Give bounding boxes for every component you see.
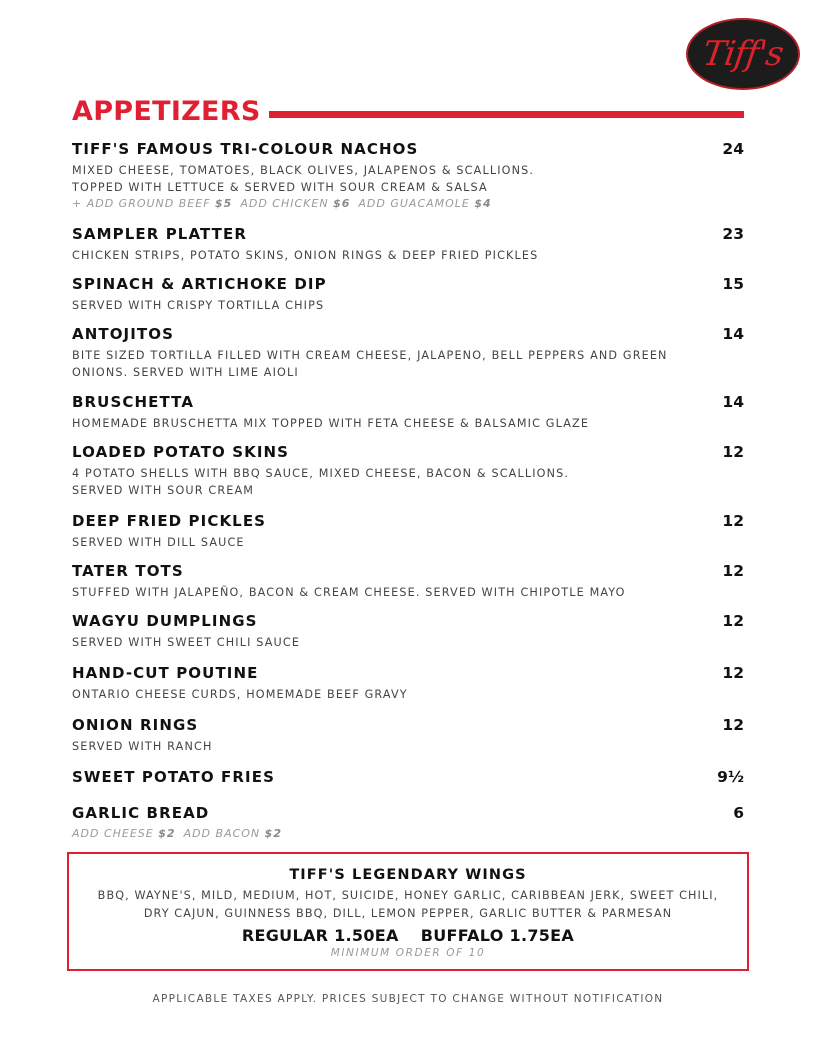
menu-item-name: GARLIC BREAD bbox=[72, 804, 210, 822]
description-line: 4 POTATO SHELLS WITH BBQ SAUCE, MIXED CHEESE, BACON & SCALLIONS. bbox=[72, 467, 570, 480]
menu-item-price: 24 bbox=[722, 140, 744, 158]
menu-item bbox=[72, 512, 744, 551]
description-line: SERVED WITH SWEET CHILI SAUCE bbox=[72, 636, 301, 649]
menu-item-name: WAGYU DUMPLINGS bbox=[72, 612, 258, 630]
addon-price: $4 bbox=[474, 197, 492, 210]
description-line: SERVED WITH RANCH bbox=[72, 740, 213, 753]
menu-item bbox=[72, 612, 744, 651]
addon-label: ADD CHICKEN bbox=[240, 197, 329, 210]
menu-item-header bbox=[72, 562, 744, 580]
addon-price: $2 bbox=[264, 827, 282, 840]
description-line: TOPPED WITH LETTUCE & SERVED WITH SOUR CREAM & SALSA bbox=[72, 181, 488, 194]
wings-title: TIFF'S LEGENDARY WINGS bbox=[289, 867, 527, 883]
description-line: BITE SIZED TORTILLA FILLED WITH CREAM CHEESE, JALAPENO, BELL PEPPERS AND GREEN bbox=[72, 349, 668, 362]
menu-item-description bbox=[72, 534, 744, 551]
menu-item-price: 12 bbox=[722, 512, 744, 530]
description-line: SERVED WITH CRISPY TORTILLA CHIPS bbox=[72, 299, 325, 312]
menu-item-header bbox=[72, 325, 744, 343]
heading-rule bbox=[269, 111, 744, 118]
menu-item-description bbox=[72, 297, 744, 314]
menu-item-name: TATER TOTS bbox=[72, 562, 184, 580]
description-line: ONTARIO CHEESE CURDS, HOMEMADE BEEF GRAVY bbox=[72, 688, 408, 701]
menu-item-header bbox=[72, 443, 744, 461]
wings-flavours bbox=[69, 887, 747, 923]
menu-item-description bbox=[72, 686, 744, 703]
menu-item bbox=[72, 768, 744, 786]
menu-item-name: ANTOJITOS bbox=[72, 325, 174, 343]
section-title: APPETIZERS bbox=[72, 95, 261, 127]
menu-item bbox=[72, 804, 744, 842]
addon-label: ADD CHEESE bbox=[72, 827, 154, 840]
addon-price: $5 bbox=[215, 197, 233, 210]
menu-item-description bbox=[72, 347, 744, 381]
menu-item bbox=[72, 225, 744, 264]
menu-item-description bbox=[72, 584, 744, 601]
menu-item-header bbox=[72, 664, 744, 682]
menu-item-header bbox=[72, 275, 744, 293]
menu-item-price: 12 bbox=[722, 664, 744, 682]
menu-item bbox=[72, 140, 744, 212]
wings-buffalo-price: BUFFALO 1.75EA bbox=[420, 926, 575, 945]
menu-item-addons bbox=[72, 826, 744, 842]
description-line: ONIONS. SERVED WITH LIME AIOLI bbox=[72, 366, 299, 379]
menu-item-name: SWEET POTATO FRIES bbox=[72, 768, 275, 786]
menu-item bbox=[72, 716, 744, 755]
menu-item bbox=[72, 325, 744, 381]
menu-item bbox=[72, 275, 744, 314]
menu-item-header bbox=[72, 225, 744, 243]
menu-item-description bbox=[72, 247, 744, 264]
menu-item-price: 9½ bbox=[717, 768, 744, 786]
wings-box bbox=[67, 852, 749, 971]
menu-item-header bbox=[72, 768, 744, 786]
menu-item-header bbox=[72, 512, 744, 530]
logo-wordmark: Tiff's bbox=[700, 34, 786, 74]
menu-item-description bbox=[72, 415, 744, 432]
description-line: SERVED WITH DILL SAUCE bbox=[72, 536, 245, 549]
menu-item-price: 14 bbox=[722, 325, 744, 343]
menu-item bbox=[72, 664, 744, 703]
description-line: STUFFED WITH JALAPEÑO, BACON & CREAM CHEESE. SERVED WITH CHIPOTLE MAYO bbox=[72, 586, 626, 599]
menu-item-name: ONION RINGS bbox=[72, 716, 199, 734]
menu-item-price: 14 bbox=[722, 393, 744, 411]
description-line: MIXED CHEESE, TOMATOES, BLACK OLIVES, JALAPENOS & SCALLIONS. bbox=[72, 164, 535, 177]
menu-item bbox=[72, 562, 744, 601]
menu-item-price: 23 bbox=[722, 225, 744, 243]
wings-regular-price: REGULAR 1.50EA bbox=[241, 926, 399, 945]
menu-item-price: 12 bbox=[722, 562, 744, 580]
menu-item-header bbox=[72, 140, 744, 158]
addon-label: ADD GUACAMOLE bbox=[358, 197, 470, 210]
menu-item bbox=[72, 443, 744, 499]
addon-label: ADD BACON bbox=[183, 827, 261, 840]
menu-item-description bbox=[72, 634, 744, 651]
menu-item-price: 15 bbox=[722, 275, 744, 293]
menu-item-name: SAMPLER PLATTER bbox=[72, 225, 248, 243]
menu-item-name: SPINACH & ARTICHOKE DIP bbox=[72, 275, 327, 293]
menu-item-name: BRUSCHETTA bbox=[72, 393, 195, 411]
menu-item-name: DEEP FRIED PICKLES bbox=[72, 512, 267, 530]
wings-flavours-line: DRY CAJUN, GUINNESS BBQ, DILL, LEMON PEPPER, GARLIC BUTTER & PARMESAN bbox=[143, 907, 673, 920]
addon-price: $6 bbox=[333, 197, 351, 210]
wings-minimum: MINIMUM ORDER OF 10 bbox=[330, 947, 486, 959]
section-heading bbox=[72, 91, 744, 131]
addon-price: $2 bbox=[158, 827, 176, 840]
tiffs-logo bbox=[686, 18, 800, 90]
menu-item-price: 12 bbox=[722, 443, 744, 461]
menu-item-price: 12 bbox=[722, 716, 744, 734]
menu-item-header bbox=[72, 393, 744, 411]
footer-note: APPLICABLE TAXES APPLY. PRICES SUBJECT TO CHANGE WITHOUT NOTIFICATION bbox=[152, 993, 664, 1005]
wings-prices bbox=[69, 926, 747, 945]
wings-flavours-line: BBQ, WAYNE'S, MILD, MEDIUM, HOT, SUICIDE, HONEY GARLIC, CARIBBEAN JERK, SWEET CHILI, bbox=[97, 889, 719, 902]
menu-item-description bbox=[72, 465, 744, 499]
menu-item-price: 12 bbox=[722, 612, 744, 630]
menu-item-header bbox=[72, 804, 744, 822]
menu-item-name: TIFF'S FAMOUS TRI-COLOUR NACHOS bbox=[72, 140, 419, 158]
menu-item-name: HAND-CUT POUTINE bbox=[72, 664, 259, 682]
description-line: CHICKEN STRIPS, POTATO SKINS, ONION RINGS & DEEP FRIED PICKLES bbox=[72, 249, 539, 262]
menu-item-header bbox=[72, 612, 744, 630]
addon-label: + ADD GROUND BEEF bbox=[72, 197, 211, 210]
menu-item-header bbox=[72, 716, 744, 734]
menu-item-name: LOADED POTATO SKINS bbox=[72, 443, 290, 461]
menu-item-description bbox=[72, 162, 744, 196]
menu-item-description bbox=[72, 738, 744, 755]
menu-item-addons bbox=[72, 196, 744, 212]
menu-item-price: 6 bbox=[733, 804, 744, 822]
description-line: HOMEMADE BRUSCHETTA MIX TOPPED WITH FETA CHEESE & BALSAMIC GLAZE bbox=[72, 417, 590, 430]
description-line: SERVED WITH SOUR CREAM bbox=[72, 484, 255, 497]
menu-item bbox=[72, 393, 744, 432]
